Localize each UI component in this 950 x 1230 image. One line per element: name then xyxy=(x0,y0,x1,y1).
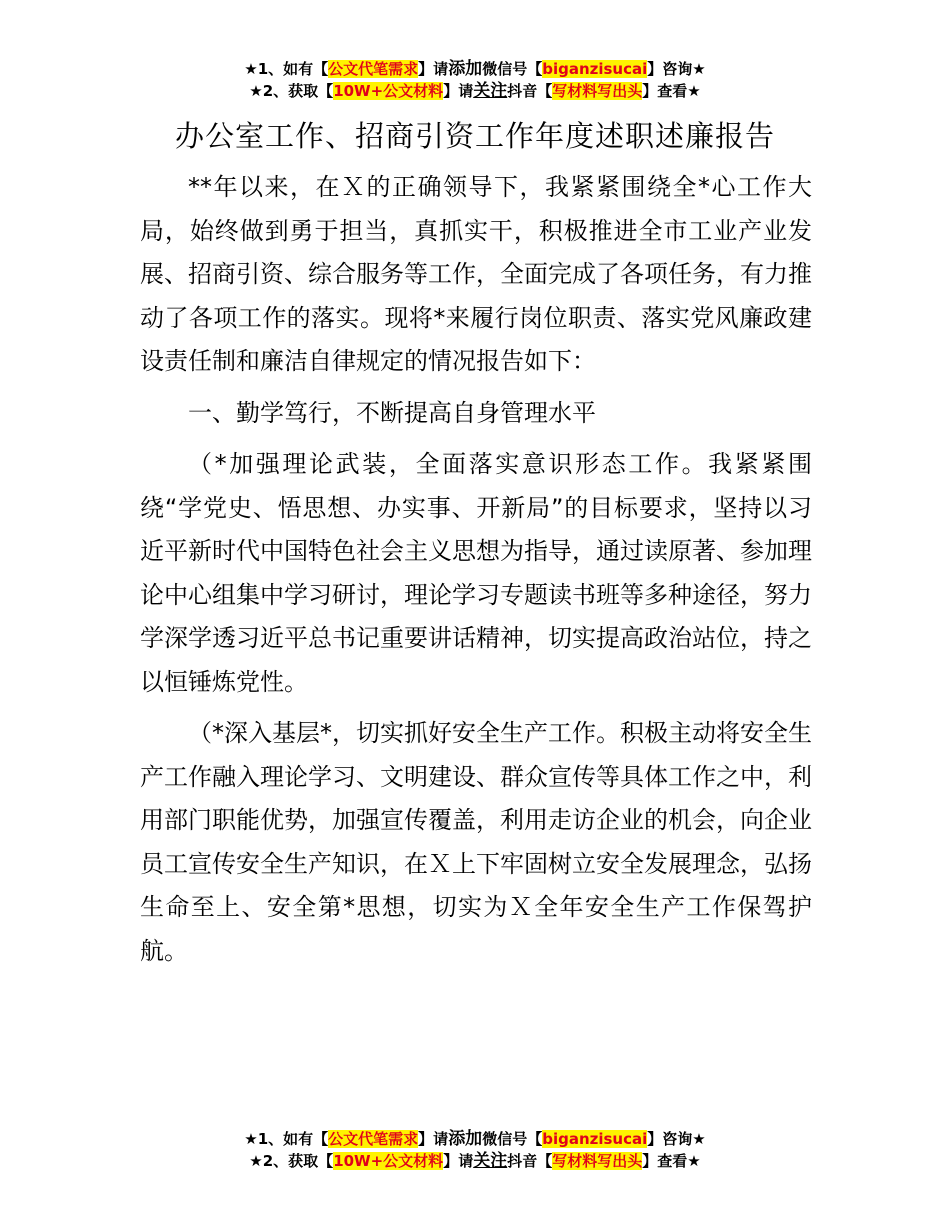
promo-text: ★2、获取【 xyxy=(249,1152,334,1170)
promo-line-1 xyxy=(0,1128,950,1150)
promo-highlight: 10W+公文材料 xyxy=(333,1152,444,1170)
promo-emphasis: 添加 xyxy=(448,1129,483,1149)
promo-text: 抖音【 xyxy=(507,82,553,100)
promo-text: 】咨询★ xyxy=(647,60,706,78)
promo-highlight: 公文代笔需求 xyxy=(328,60,419,78)
promo-highlight: 公文代笔需求 xyxy=(328,1130,419,1148)
promo-line-2 xyxy=(0,1150,950,1172)
promo-text: 】请 xyxy=(418,1130,449,1148)
promo-text: ★1、如有【 xyxy=(244,1130,329,1148)
promo-line-1 xyxy=(0,58,950,80)
promo-highlight: 写材料写出头 xyxy=(552,1152,643,1170)
document-body xyxy=(140,166,812,981)
promo-text: 微信号【 xyxy=(482,60,543,78)
document-title: 办公室工作、招商引资工作年度述职述廉报告 xyxy=(174,119,775,153)
promo-highlight: 10W+公文材料 xyxy=(333,82,444,100)
promo-highlight: 写材料写出头 xyxy=(552,82,643,100)
promo-text: 抖音【 xyxy=(507,1152,553,1170)
promo-text: 】请 xyxy=(443,82,474,100)
promo-emphasis: 关注 xyxy=(473,1151,508,1171)
promo-highlight: biganzisucai xyxy=(542,60,648,78)
promo-text: 】请 xyxy=(418,60,449,78)
header-promo-banner xyxy=(0,58,950,102)
paragraph-theory: （*加强理论武装，全面落实意识形态工作。我紧紧围绕“学党史、悟思想、办实事、开新局”的目标要求，坚持以习近平新时代中国特色社会主义思想为指导，通过读原著、参加理论中心组集中学习研讨，理论学习专题读书班等多种途径，努力学深学透习近平总书记重要讲话精神，切实提高政治站位，持之以恒锤炼党性。 xyxy=(140,450,812,696)
promo-text: 】咨询★ xyxy=(647,1130,706,1148)
promo-emphasis: 添加 xyxy=(448,59,483,79)
promo-text: 】请 xyxy=(443,1152,474,1170)
footer-promo-banner xyxy=(0,1128,950,1172)
promo-line-2 xyxy=(0,80,950,102)
promo-highlight: biganzisucai xyxy=(542,1130,648,1148)
paragraph-intro: **年以来，在Ｘ的正确领导下，我紧紧围绕全*心工作大局，始终做到勇于担当，真抓实干，积极推进全市工业产业发展、招商引资、综合服务等工作，全面完成了各项任务，有力推动了各项工作的落实。现将*来履行岗位职责、落实党风廉政建设责任制和廉洁自律规定的情况报告如下： xyxy=(140,173,812,375)
paragraph-safety: （*深入基层*，切实抓好安全生产工作。积极主动将安全生产工作融入理论学习、文明建设、群众宣传等具体工作之中，利用部门职能优势，加强宣传覆盖，利用走访企业的机会，向企业员工宣传安全生产知识，在Ｘ上下牢固树立安全发展理念，弘扬生命至上、安全第*思想，切实为Ｘ全年安全生产工作保驾护航。 xyxy=(140,719,812,965)
promo-emphasis: 关注 xyxy=(473,81,508,101)
promo-text: ★2、获取【 xyxy=(249,82,334,100)
promo-text: 】查看★ xyxy=(642,1152,701,1170)
promo-text: ★1、如有【 xyxy=(244,60,329,78)
promo-text: 】查看★ xyxy=(642,82,701,100)
promo-text: 微信号【 xyxy=(482,1130,543,1148)
section-heading-1: 一、勤学笃行，不断提高自身管理水平 xyxy=(188,398,596,427)
